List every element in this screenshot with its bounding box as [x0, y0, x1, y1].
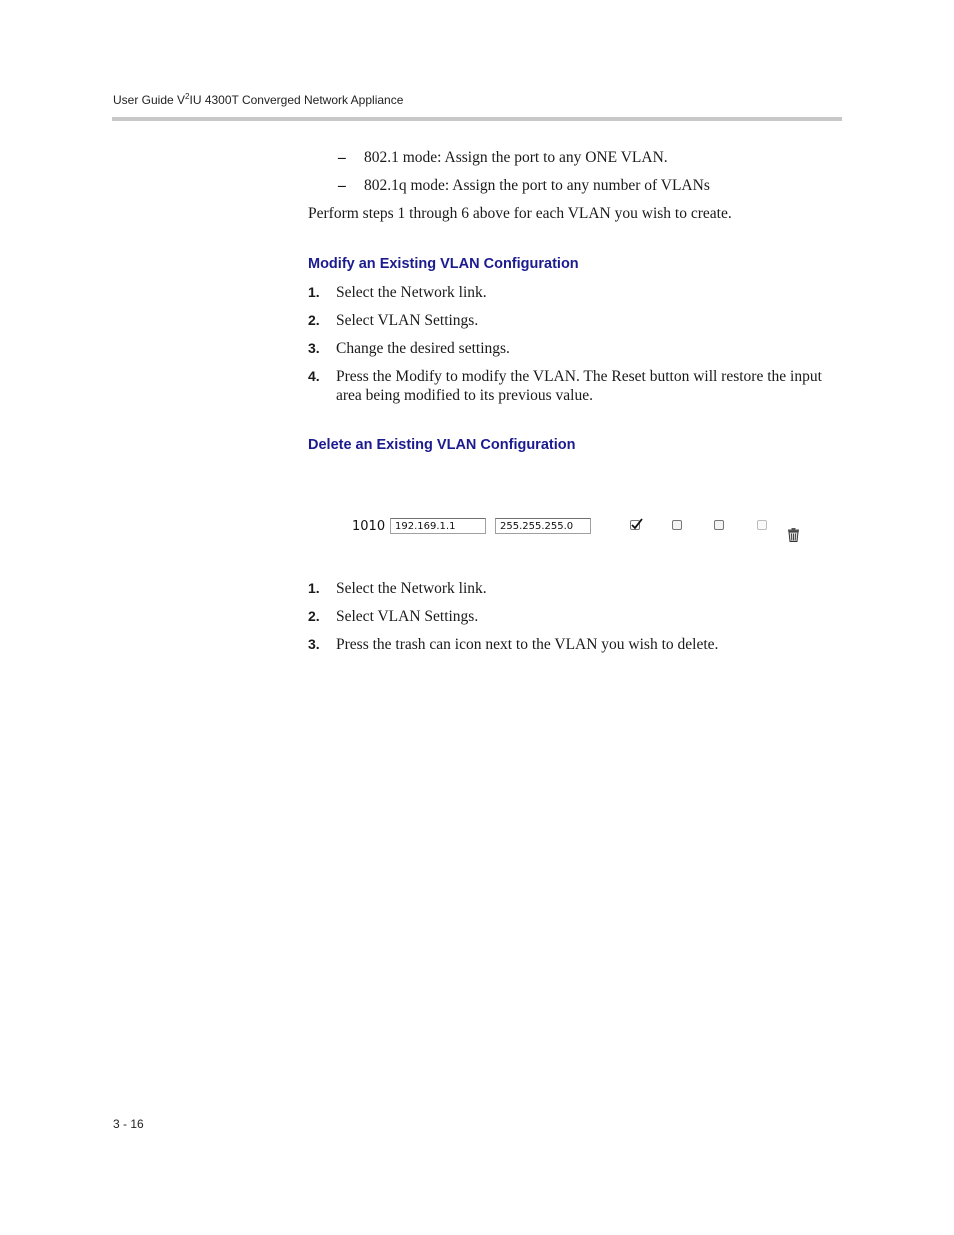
- step-text: Press the trash can icon next to the VLAN you wish to delete.: [336, 636, 719, 653]
- vlan-row-screenshot: [350, 515, 810, 543]
- modify-step: [308, 283, 843, 302]
- delete-step: [308, 635, 843, 654]
- header-suffix: IU 4300T Converged Network Appliance: [189, 93, 404, 107]
- vlan-checkbox-3[interactable]: [714, 520, 724, 530]
- modify-step: [308, 367, 843, 405]
- step-number: 3.: [308, 636, 320, 652]
- delete-step: [308, 607, 843, 626]
- vlan-checkbox-2[interactable]: [672, 520, 682, 530]
- dash-item-text: 802.1 mode: Assign the port to any ONE VLAN.: [364, 149, 668, 166]
- checkmark-icon: [630, 517, 644, 531]
- page-number: 3 - 16: [113, 1117, 144, 1131]
- modify-step: [308, 311, 843, 330]
- subnet-mask-field[interactable]: 255.255.255.0: [495, 518, 591, 534]
- step-text: Press the Modify to modify the VLAN. The Reset button will restore the input area being modified to its previous value.: [336, 368, 822, 404]
- dash-item-text: 802.1q mode: Assign the port to any number of VLANs: [364, 177, 710, 194]
- trash-icon[interactable]: [787, 528, 800, 542]
- running-header: [113, 92, 403, 107]
- dash-symbol: –: [338, 177, 346, 194]
- step-number: 2.: [308, 312, 320, 328]
- step-number: 1.: [308, 580, 320, 596]
- header-superscript: 2: [185, 92, 190, 101]
- modify-step: [308, 339, 843, 358]
- step-text: Change the desired settings.: [336, 340, 510, 357]
- step-text: Select VLAN Settings.: [336, 608, 479, 625]
- step-number: 1.: [308, 284, 320, 300]
- vlan-id: 1010: [352, 519, 386, 534]
- header-rule: [112, 117, 842, 121]
- step-text: Select the Network link.: [336, 580, 487, 597]
- intro-paragraph: Perform steps 1 through 6 above for each VLAN you wish to create.: [308, 205, 732, 222]
- dash-item: [338, 149, 668, 167]
- step-number: 2.: [308, 608, 320, 624]
- delete-section-heading: Delete an Existing VLAN Configuration: [308, 437, 576, 453]
- ip-address-field[interactable]: 192.169.1.1: [390, 518, 486, 534]
- step-text: Select VLAN Settings.: [336, 312, 479, 329]
- dash-item: [338, 177, 710, 195]
- dash-symbol: –: [338, 149, 346, 166]
- modify-section-heading: Modify an Existing VLAN Configuration: [308, 256, 579, 272]
- step-number: 4.: [308, 368, 320, 384]
- delete-step: [308, 579, 843, 598]
- header-prefix: User Guide V: [113, 93, 186, 107]
- step-text: Select the Network link.: [336, 284, 487, 301]
- vlan-checkbox-1[interactable]: [630, 520, 640, 530]
- vlan-checkbox-4: [757, 520, 767, 530]
- step-number: 3.: [308, 340, 320, 356]
